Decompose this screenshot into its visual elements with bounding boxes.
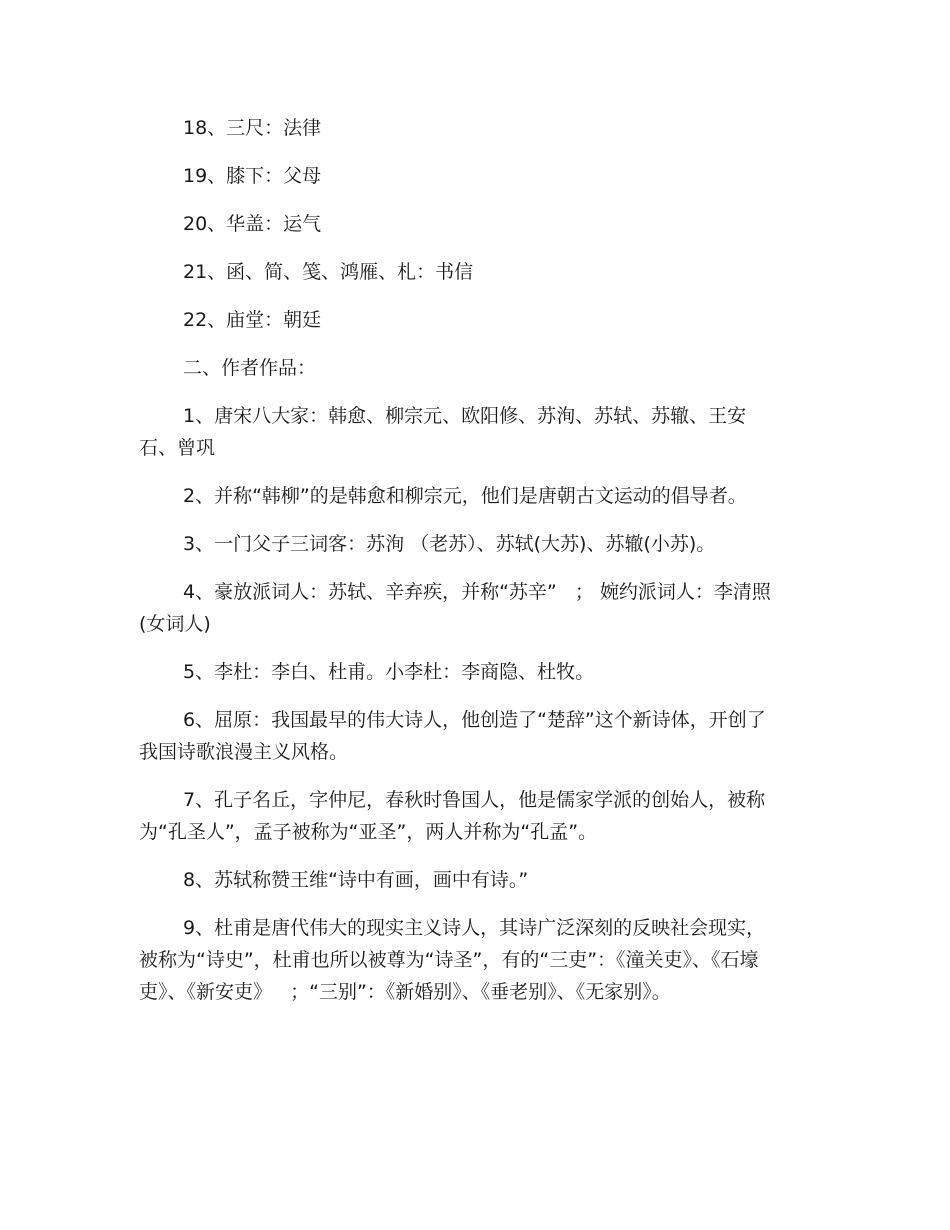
paragraph-author-2: 2、并称“韩柳”的是韩愈和柳宗元，他们是唐朝古文运动的倡导者。 [183,485,747,507]
paragraph-author-7: 7、孔子名丘，字仲尼，春秋时鲁国人，他是儒家学派的创始人，被称为“孔圣人”，孟子被称为“亚圣”，两人并称为“孔孟”。 [139,789,766,843]
paragraph-18: 18、三尺：法律 [183,117,322,139]
paragraph-author-3: 3、一门父子三词客：苏洵 （老苏）、苏轼(大苏)、苏辙(小苏)。 [183,533,716,555]
section-heading: 二、作者作品： [183,357,317,379]
paragraph-author-4: 4、豪放派词人：苏轼、辛弃疾，并称“苏辛” ； 婉约派词人：李清照(女词人) [139,581,771,635]
paragraph-19: 19、膝下：父母 [183,165,322,187]
document-body [139,112,779,1024]
paragraph-author-6: 6、屈原：我国最早的伟大诗人，他创造了“楚辞”这个新诗体，开创了我国诗歌浪漫主义风格。 [139,709,766,763]
paragraph-22: 22、庙堂：朝廷 [183,309,322,331]
paragraph-author-1: 1、唐宋八大家：韩愈、柳宗元、欧阳修、苏洵、苏轼、苏辙、王安石、曾巩 [139,405,747,459]
paragraph-20: 20、华盖：运气 [183,213,322,235]
paragraph-author-9: 9、杜甫是唐代伟大的现实主义诗人，其诗广泛深刻的反映社会现实，被称为“诗史”，杜甫也所以被尊为“诗圣”，有的“三吏”：《潼关吏》、《石壕吏》、《新安吏》 ；“三别”：《新婚别》、《垂老别》、《无家别》。 [139,917,766,1003]
paragraph-21: 21、函、简、笺、鸿雁、札：书信 [183,261,474,283]
paragraph-author-5: 5、李杜：李白、杜甫。小李杜：李商隐、杜牧。 [183,661,595,683]
paragraph-author-8: 8、苏轼称赞王维“诗中有画，画中有诗。” [183,869,529,891]
